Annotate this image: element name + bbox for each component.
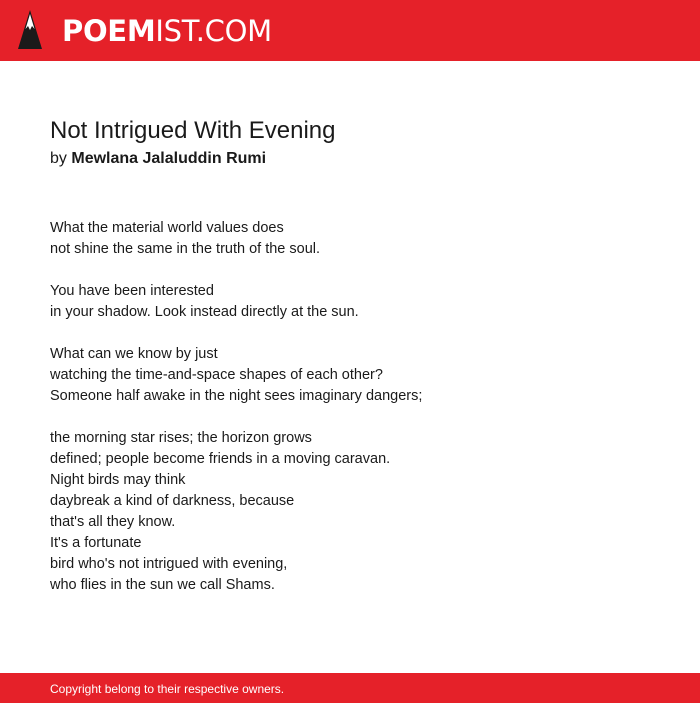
site-header xyxy=(0,0,700,61)
poem-line: who flies in the sun we call Shams. xyxy=(50,577,275,593)
poem-line: watching the time-and-space shapes of each other? xyxy=(50,367,383,383)
byline xyxy=(50,148,266,170)
stanza xyxy=(50,281,650,323)
logo-text-light: IST.COM xyxy=(155,14,272,48)
poem-line: in your shadow. Look instead directly at the sun. xyxy=(50,304,359,320)
poem-line: What can we know by just xyxy=(50,346,218,362)
poem-line: It's a fortunate xyxy=(50,535,142,551)
stanza xyxy=(50,428,650,596)
logo-text-bold: POEM xyxy=(62,14,156,48)
by-label: by xyxy=(50,150,67,167)
poem-line: What the material world values does xyxy=(50,220,284,236)
poem-line: daybreak a kind of darkness, because xyxy=(50,493,295,509)
poem-line: bird who's not intrigued with evening, xyxy=(50,556,288,572)
copyright-notice: Copyright belong to their respective owners. xyxy=(50,682,285,696)
pencil-mountain-icon[interactable] xyxy=(17,9,43,51)
poem-line: Someone half awake in the night sees imaginary dangers; xyxy=(50,388,423,404)
poem-title: Not Intrigued With Evening xyxy=(50,117,336,144)
poem-line: You have been interested xyxy=(50,283,214,299)
stanza xyxy=(50,344,650,407)
poem-line: the morning star rises; the horizon grows xyxy=(50,430,312,446)
author-name: Mewlana Jalaluddin Rumi xyxy=(71,150,267,167)
site-logo[interactable] xyxy=(62,14,272,48)
poem-body xyxy=(50,218,650,617)
poem-line: not shine the same in the truth of the soul. xyxy=(50,241,321,257)
poem-line: defined; people become friends in a moving caravan. xyxy=(50,451,391,467)
poem-line: Night birds may think xyxy=(50,472,186,488)
site-footer xyxy=(0,673,700,703)
poem-line: that's all they know. xyxy=(50,514,176,530)
stanza xyxy=(50,218,650,260)
